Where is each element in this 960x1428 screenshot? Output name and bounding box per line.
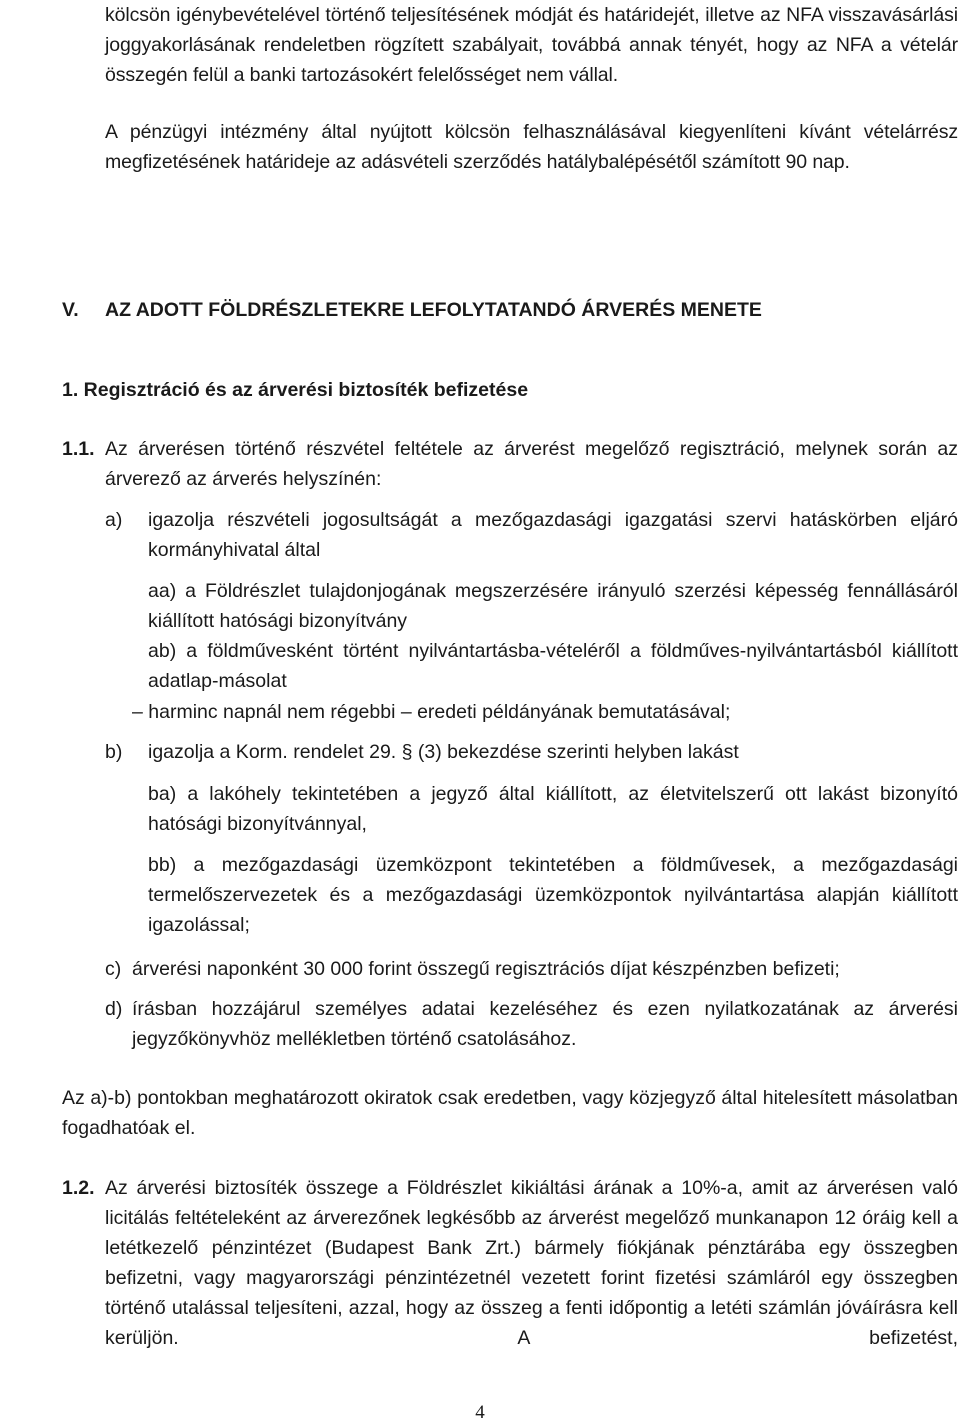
subsection-title: 1. Regisztráció és az árverési biztosíték befizetése xyxy=(62,379,529,401)
list-text-bb: bb) a mezőgazdasági üzemközpont tekintetében a földművesek, a mezőgazdasági termelőszervezetek és a mezőgazdasági üzemközpontok nyilvántartása alapján kiállított igazolással; xyxy=(148,854,958,936)
item-text-1-2: Az árverési biztosíték összege a Földrészlet kikiáltási árának a 10%-a, amit az árverésen való licitálás feltételeként az árverezőnek legkésőbb az árverést megelőző munkanapon 12 óráig kell a letétkezelő pénzintézet (Budapest Bank Zrt.) bármely fiókjának pénztárába egy összegben befizetni, vagy magyarországi pénzintézetnél vezetett forint fizetési számláról egy összegben történő utalással teljesíteni, azzal, hogy az összeg a fenti időpontig a letéti számlán jóváírásra kell kerüljön. A befizetést, xyxy=(105,1177,958,1349)
list-text-b: igazolja a Korm. rendelet 29. § (3) bekezdése szerinti helyben lakást xyxy=(148,741,739,763)
list-label-b: b) xyxy=(105,741,123,763)
list-text-ba: ba) a lakóhely tekintetében a jegyző által kiállított, az életvitelszerű ott lakást bizonyító hatósági bizonyítvánnyal, xyxy=(148,783,958,835)
list-label-a: a) xyxy=(105,509,123,531)
item-number-1-2: 1.2. xyxy=(62,1177,95,1199)
note-paragraph: Az a)-b) pontokban meghatározott okiratok csak eredetben, vagy közjegyző által hitelesített másolatban fogadhatóak el. xyxy=(62,1087,958,1139)
list-text-d: írásban hozzájárul személyes adatai kezeléséhez és ezen nyilatkozatának az árverési jegyzőkönyvhöz mellékletben történő csatolásához. xyxy=(132,998,958,1050)
list-label-c: c) xyxy=(105,958,122,980)
list-dash-line: – harminc napnál nem régebbi – eredeti példányának bemutatásával; xyxy=(132,701,731,723)
list-text-a: igazolja részvételi jogosultságát a mezőgazdasági igazgatási szervi hatáskörben eljáró kormányhivatal által xyxy=(148,509,958,561)
list-text-aa: aa) a Földrészlet tulajdonjogának megszerzésére irányuló szerzési képesség fennállásáról kiállított hatósági bizonyítvány xyxy=(148,580,958,632)
intro-paragraph-2: A pénzügyi intézmény által nyújtott kölcsön felhasználásával kiegyenlíteni kívánt vételárrész megfizetésének határideje az adásvételi szerződés hatálybalépésétől számított 90 nap. xyxy=(105,121,958,173)
item-number-1-1: 1.1. xyxy=(62,438,95,460)
list-text-c: árverési naponként 30 000 forint összegű regisztrációs díjat készpénzben befizeti; xyxy=(132,958,840,980)
section-number: V. xyxy=(62,299,79,321)
page-number: 4 xyxy=(475,1402,485,1423)
item-text-1-1: Az árverésen történő részvétel feltétele az árverést megelőző regisztráció, melynek során az árverező az árverés helyszínén: xyxy=(105,438,958,490)
intro-paragraph-1: kölcsön igénybevételével történő teljesítésének módját és határidejét, illetve az NFA visszavásárlási joggyakorlásának rendeletben rögzített szabályait, továbbá annak tényét, hogy az NFA a vételár összegén felül a banki tartozásokért felelősséget nem vállal. xyxy=(105,4,958,86)
list-label-d: d) xyxy=(105,998,123,1020)
section-title: AZ ADOTT FÖLDRÉSZLETEKRE LEFOLYTATANDÓ ÁRVERÉS MENETE xyxy=(105,299,762,321)
list-text-ab: ab) a földművesként történt nyilvántartásba-vételéről a földműves-nyilvántartásból kiállított adatlap-másolat xyxy=(148,640,958,692)
